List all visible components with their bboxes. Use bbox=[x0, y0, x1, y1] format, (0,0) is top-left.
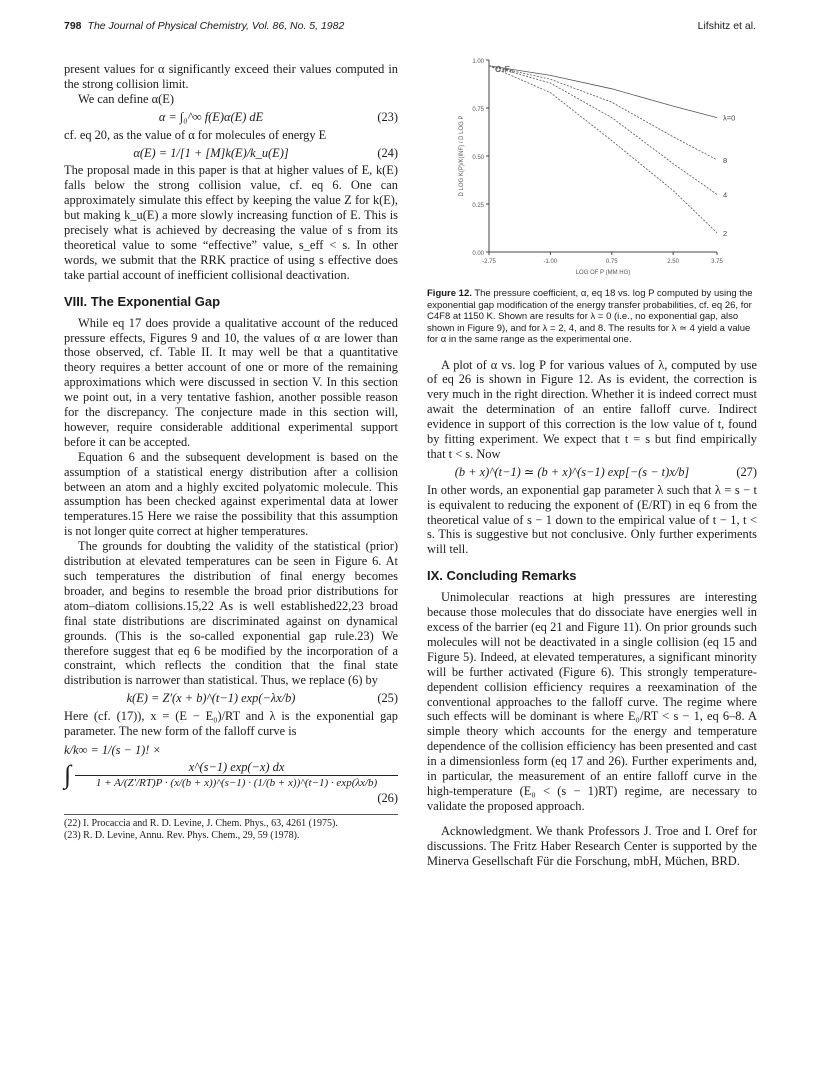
eq26-fraction: x^(s−1) exp(−x) dx 1 + A/(Z′/RT)P · (x/(b + x))^(s−1) · (1/(b + x))^(t−1) · exp(λx/b) bbox=[75, 760, 398, 791]
x-tick-label: 3.75 bbox=[711, 259, 723, 265]
footnotes bbox=[64, 814, 398, 842]
paragraph: cf. eq 20, as the value of α for molecules of energy E bbox=[64, 127, 327, 142]
page-number: 798 bbox=[64, 20, 82, 32]
series-label: 8 bbox=[723, 155, 728, 165]
eq26-lhs: k/k∞ = 1/(s − 1)! × bbox=[64, 742, 161, 757]
paragraph: A plot of α vs. log P for various values of λ, computed by use of eq 26 is shown in Figure 12. As is evident, the correction is very much in the right direction. Whether it is indeed correct must await the determination of an entire falloff curve. Indirect evidence in support of this correction is the low value of t, found by fitting experiment. We expect that t = s but find empirically that t < s. Now bbox=[427, 357, 757, 461]
paragraph: The grounds for doubting the validity of the statistical (prior) distribution at elevated temperatures can be seen in Figure 6. At such temperatures the distribution of final energy becomes broader, and begins to resemble the broad prior distributions for atom–diatom collisions.15,22 As is well established22,23 broad final state distributions are discriminated against on dynamical grounds. (This is the so-called exponential gap rule.23) We therefore suggest that eq 6 be modified by the incorporation of a constraint, which reflects the condition that the final state distribution is narrower than statistical. Thus, we replace (6) by bbox=[64, 539, 398, 688]
equation-23: α = ∫₀^∞ f(E)α(E) dE (23) bbox=[158, 109, 398, 124]
equation-26 bbox=[64, 743, 398, 806]
series-label: 4 bbox=[723, 190, 728, 200]
reference-23: (23) R. D. Levine, Annu. Rev. Phys. Chem., 29, 59 (1978). bbox=[64, 829, 300, 841]
equation-27: (b + x)^(t−1) ≃ (b + x)^(s−1) exp[−(s − t)x/b] (27) bbox=[454, 464, 757, 479]
series-label: 2 bbox=[723, 228, 728, 238]
section-heading: IX. Concluding Remarks bbox=[427, 568, 577, 584]
paragraph: While eq 17 does provide a qualitative account of the reduced pressure effects, Figures 9 and 10, the values of α are lower than those observed, cf. Table II. It may well be that a quantitative theory requires a better account of one or more of the remaining approximations which were discussed in section V. In this section we point out, in a very tentative fashion, another possible reason for the discrepancy. The conjecture made in this section will, however, require considerable additional experimental support before it can be accepted. bbox=[64, 315, 398, 449]
paragraph: Here (cf. (17)), x = (E − E₀)/RT and λ is the exponential gap parameter. The new form of the falloff curve is bbox=[64, 709, 398, 739]
y-tick-label: 1.00 bbox=[472, 59, 484, 65]
eq26-number: (26) bbox=[377, 790, 398, 805]
figure-12-chart bbox=[427, 46, 757, 284]
x-axis-label: LOG OF P (MM HG) bbox=[575, 270, 631, 276]
equation-24: α(E) = 1/[1 + [M]k(E)/k_u(E)] (24) bbox=[133, 145, 398, 160]
chart-title: C₄F₈ bbox=[495, 64, 514, 74]
y-tick-label: 0.00 bbox=[472, 251, 484, 257]
paragraph: present values for α significantly exceed their values computed in the strong collision limit. bbox=[64, 62, 398, 91]
series-line bbox=[489, 66, 717, 233]
series-label: λ=0 bbox=[723, 113, 736, 123]
reference-22: (22) I. Procaccia and R. D. Levine, J. Chem. Phys., 63, 4261 (1975). bbox=[64, 817, 338, 829]
section-heading: VIII. The Exponential Gap bbox=[64, 293, 221, 309]
paragraph: Unimolecular reactions at high pressures are interesting because those molecules that do dissociate have energies well in excess of the barrier (eq 21 and Figure 11). On prior grounds such molecules will not be deactivated in a single collision (eq 15 and Figure 5). Indeed, at elevated temperatures, a significant minority will be further activated (Figure 6). This strongly temperature-dependent collision efficiency requires a reexamination of the conventional approaches to the falloff curve. The regime where such effects will be dominant is where E₀/RT < s − 1, eq 6–8. A simple theory which accounts for the energy and temperature dependence of the collision efficiency has been presented and cast in a dimensionless form (eq 17 and 26). Further experiments and, in particular, the measurement of an entire falloff curve in the high-temperature (E₀ < (s − 1)RT) regime, are necessary to validate the proposed approach. bbox=[427, 590, 757, 813]
paragraph: We can define α(E) bbox=[78, 91, 174, 106]
x-tick-label: -1.00 bbox=[543, 259, 558, 265]
caption-label: Figure 12. bbox=[427, 288, 472, 299]
x-tick-label: -2.75 bbox=[482, 259, 496, 265]
figure-caption bbox=[427, 288, 757, 346]
paragraph: Equation 6 and the subsequent development is based on the assumption of a statistical energy distribution after a collision between an atom and a highly excited polyatomic molecule. This assumption has been checked against experimental data at lower temperatures.15 Here we raise the possibility that this assumption is not longer quite correct at higher temperatures. bbox=[64, 449, 398, 539]
chart-svg bbox=[427, 46, 757, 284]
y-tick-label: 0.75 bbox=[472, 107, 484, 113]
y-tick-label: 0.25 bbox=[472, 203, 484, 209]
paragraph: The proposal made in this paper is that at higher values of E, k(E) falls below the strong collision value, cf. eq 6. One can approximately simulate this effect by keeping the value Z for k(E), but making k_u(E) a more slowly increasing function of E. This is precisely what is achieved by decreasing the value of s from its theoretical value to some “effective” value, s_eff < s. In other words, we submit that the RRK practice of using s effective does take partial account of inefficient collisional deactivation. bbox=[64, 163, 398, 282]
journal-title: The Journal of Physical Chemistry, Vol. 86, No. 5, 1982 bbox=[87, 20, 345, 32]
caption-text: The pressure coefficient, α, eq 18 vs. log P computed by using the exponential gap modification of the energy transfer probabilities, cf. eq 26, for C4F8 at 1150 K. Shown are results for λ = 0 (i.e., no exponential gap, also shown in Figure 9), and for λ = 2, 4, and 8. The results for λ ≃ 4 yield a value for α in the same range as the experimental one. bbox=[427, 288, 753, 345]
authors: Lifshitz et al. bbox=[697, 20, 756, 32]
running-header bbox=[64, 20, 344, 32]
x-tick-label: 2.50 bbox=[667, 259, 679, 265]
y-axis-label: D LOG K(P)/K(INF) / D LOG P bbox=[459, 115, 465, 197]
x-tick-label: 0.75 bbox=[605, 259, 618, 265]
equation-25: k(E) = Z′(x + b)^(t−1) exp(−λx/b) (25) bbox=[126, 691, 398, 706]
right-column bbox=[427, 46, 757, 869]
paragraph: Acknowledgment. We thank Professors J. Troe and I. Oref for discussions. The Fritz Haber Research Center is supported by the Minerva Gesellschaft Für die Forschung, mbH, Müchen, BRD. bbox=[427, 823, 757, 868]
y-tick-label: 0.50 bbox=[472, 155, 484, 161]
integral-sign: ∫ bbox=[64, 759, 72, 789]
left-column bbox=[64, 62, 398, 842]
paragraph: In other words, an exponential gap parameter λ such that λ = s − t is equivalent to reducing the exponent of (E/RT) in eq 6 from the theoretical value of s − 1 down to the empirical value of t − 1, t < s. This is suggestive but not conclusive. Only further experiments will tell. bbox=[427, 482, 757, 557]
series-line bbox=[489, 66, 717, 195]
